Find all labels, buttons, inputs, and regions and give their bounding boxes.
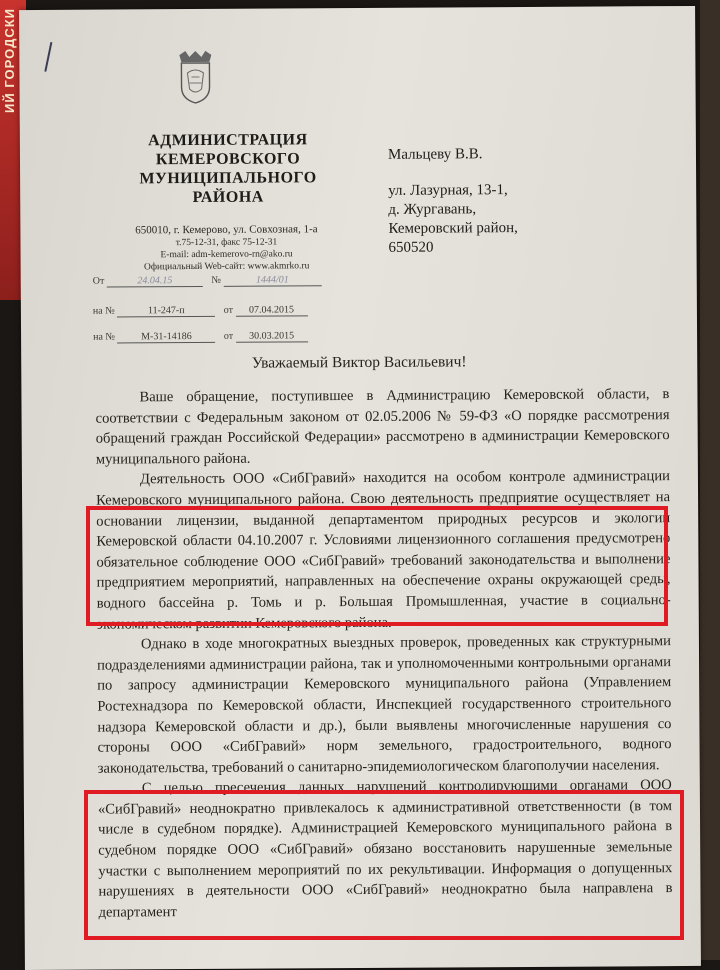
org-address: 650010, г. Кемерово, ул. Совхозная, 1-а: [135, 223, 318, 237]
org-line: КЕМЕРОВСКОГО: [155, 150, 301, 169]
reference-registration-1: [93, 304, 308, 317]
pen-mark: [44, 42, 52, 72]
org-line: РАЙОНА: [192, 188, 264, 207]
reference-number: М-31-14186: [117, 331, 215, 344]
recipient-street: ул. Лазурная, 13-1,: [388, 182, 508, 199]
org-contacts: [116, 222, 336, 273]
org-line: АДМИНИСТРАЦИЯ: [148, 131, 308, 150]
on-label: на №: [93, 331, 115, 343]
body-paragraph: Деятельность ООО «СибГравий» находится на особом контроле администрации Кемеровского муниципального района. Свою деятельность предприятие осуществляет на основании лицензии, выданной департаментом природных ресурсов и экологии Кемеровской области 04.10.2007 г. Условиями лицензионного соглашения предусмотрено обязательное соблюдение ООО «СибГравий» требований законодательства и выполнение предприятием мероприятий, направленных на обеспечение охраны окружающей среды, водного бассейна р. Томь и р. Большая Промышленная, участие в социально-экономическом развитии Кемеровского района.: [96, 468, 671, 633]
highlight-box: [86, 506, 668, 626]
background-newspaper-text: ИЙ ГОРОДСКИ: [2, 8, 17, 113]
recipient-postcode: 650520: [388, 239, 434, 256]
reference-date: 07.04.2015: [235, 304, 307, 316]
from-number: 1444/01: [223, 274, 321, 287]
coat-of-arms-icon: [177, 49, 213, 105]
reference-registration-2: [93, 330, 308, 343]
highlight-box: [84, 790, 684, 940]
reference-date: 30.03.2015: [236, 330, 308, 342]
recipient-block: [388, 145, 518, 258]
outgoing-registration: От 24.04.15 № 1444/01: [93, 274, 322, 287]
body-paragraph: С целью пресечения данных нарушений контролирующими органами ООО «СибГравий» неоднократно привлекалось к административной ответственности (в том числе в судебном порядке). Администрацией Кемеровского муниципального района в судебном порядке ООО «СибГравий» обязано восстановить нарушенные земельные участки с выполнением мероприятий по их рекультивации. Информация о допущенных нарушениях в деятельности ООО «СибГравий» неоднократно была направлена в департамент: [97, 777, 673, 921]
greeting: Уважаемый Виктор Васильевич!: [251, 353, 467, 372]
reference-number: 11-247-п: [117, 305, 215, 318]
organization-name: [128, 130, 328, 207]
from-label: От: [92, 275, 105, 287]
recipient-district: Кемеровский район,: [388, 220, 518, 237]
org-phone: т.75-12-31, факс 75-12-31: [175, 237, 278, 249]
org-line: МУНИЦИПАЛЬНОГО: [139, 169, 317, 188]
from-date: 24.04.15: [107, 275, 203, 288]
org-website: Официальный Web-сайт: www.akmrko.ru: [143, 261, 310, 273]
date-label: от: [223, 304, 234, 316]
org-email: E-mail: adm-kemerovo-rn@ako.ru: [160, 249, 293, 261]
date-label: от: [223, 330, 234, 342]
background-surface: [700, 0, 720, 960]
recipient-name: Мальцеву В.В.: [387, 146, 483, 163]
body-paragraph: Однако в ходе многократных выездных проверок, проведенных как структурными подразделениями администрации района, так и уполномоченными контрольными органами по запросу администрации Кемеровского муниципального района (Управлением Ростехнадзора по Кемеровской области, Инспекцией государственного строительного надзора Кемеровской области и др.), были выявлены многочисленные нарушения со стороны ООО «СибГравий» норм земельного, градостроительного, водного законодательства, требований о санитарно-эпидемиологическом благополучии населения.: [97, 633, 672, 777]
recipient-village: д. Жургавань,: [388, 201, 477, 218]
body-paragraph: Ваше обращение, поступившее в Администрацию Кемеровской области, в соответствии с Федеральным законом от 02.05.2006 № 59-ФЗ «О порядке рассмотрения обращений граждан Российской Федерации» рассмотрено в администрации Кемеровского муниципального района.: [95, 386, 670, 468]
on-label: на №: [92, 305, 115, 317]
